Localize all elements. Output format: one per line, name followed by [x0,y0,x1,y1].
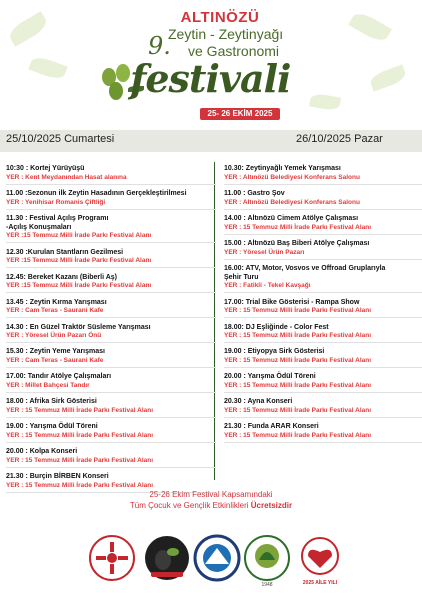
edition-number: 9. [148,32,171,60]
item-separator [6,442,216,443]
event-title: 10:30 : Kortej Yürüyüşü [6,165,85,172]
event-title: 15.30 : Zeytin Yeme Yarışması [6,348,105,356]
metropolitan-municipality-logo [193,534,241,582]
event-title: 11.00 :Sezonun ilk Zeytin Hasadının Gerçekleştirilmesi [6,189,187,197]
item-separator [224,209,422,210]
event-title: 12.30 :Kurulan Stantların Gezilmesi [6,248,124,256]
event-title: 18.00 : Afrika Sirk Gösterisi [6,398,97,406]
festival-word: festivali [130,56,291,101]
schedule-item [224,348,422,368]
item-separator [224,259,422,260]
event-title: 12.45: Bereket Kazanı (Biberli Aş) [6,273,118,281]
schedule-item [224,299,422,319]
event-place: YER : Cam Teras - Saurani Kafe [6,307,104,315]
note-line1: 25-26 Ekim Festival Kapsamındaki [149,490,273,499]
olive-brand-logo [143,534,191,582]
schedule-item [6,373,216,393]
schedule-item [6,423,216,443]
item-separator [6,209,216,210]
item-separator [6,184,216,185]
day1-heading: 25/10/2025 Cumartesi [6,133,115,145]
schedule-item [224,324,422,344]
schedule-item [224,265,422,293]
event-title: 13.45 : Zeytin Kırma Yarışması [6,298,107,306]
item-separator [6,367,216,368]
event-place: YER : Yenihisar Romanis Çiftliği [6,198,106,206]
logo-year: 1948 [261,582,273,588]
ministry-logo [88,534,136,582]
item-separator [224,317,422,318]
event-place: YER : Yöresel Ürün Pazarı Önü [6,332,102,340]
schedule-item [6,348,216,368]
event-place: YER : 15 Temmuz Milli İrade Parkı Festival Alanı [6,432,154,440]
title-line1: Zeytin - Zeytinyağı [168,26,284,42]
event-title: 20.00 : Kolpa Konseri [6,448,78,456]
schedule-item [224,165,422,185]
item-separator [224,392,422,393]
item-separator [224,234,422,235]
event-place: YER : Yöresel Ürün Pazarı [224,248,305,256]
event-title: 16.00: ATV, Motor, Vosvos ve Offroad Gruplarıyla Şehir Turu [224,264,386,281]
brand-title: ALTINÖZÜ [180,9,260,26]
event-place: YER : 15 Temmuz Milli İrade Parkı Festival Alanı [224,332,372,340]
event-title: 20.30 : Ayna Konseri [224,398,293,406]
family-year-caption: 2025 AİLE YILI [302,580,338,586]
schedule-item [6,215,216,243]
event-place: YER : Altınözü Belediyesi Konferans Salonu [224,198,360,206]
event-title: 17.00: Tandır Atölye Çalışmaları [6,373,112,381]
date-badge: 25- 26 EKİM 2025 [200,108,280,120]
event-place: YER :15 Temmuz Milli İrade Parkı Festival Alanı [6,257,152,265]
event-place: YER : Cam Teras - Saurani Kafe [6,357,104,365]
event-place: YER : 15 Temmuz Milli İrade Parkı Festival Alanı [6,407,154,415]
event-place: YER : Fatikli - Tekel Kavşağı [224,282,311,290]
item-separator [224,184,422,185]
item-separator [224,417,422,418]
event-place: YER : 15 Temmuz Milli İrade Parkı Festival Alanı [6,457,154,465]
event-title: 11.00 : Gastro Şov [224,189,285,197]
festival-header [0,0,422,128]
day2-schedule [224,165,422,448]
schedule-item [6,448,216,468]
title-line2: ve Gastronomi [188,43,280,59]
event-place: YER : 15 Temmuz Milli İrade Parkı Festival Alanı [224,432,372,440]
free-events-note [0,489,422,511]
schedule-item [6,274,216,294]
schedule-item [6,249,216,269]
event-place: YER : 15 Temmuz Milli İrade Parkı Festival Alanı [224,357,372,365]
item-separator [6,342,216,343]
day1-schedule [6,165,216,498]
schedule-item [224,190,422,210]
sponsor-logos [0,530,422,592]
event-title: 21.30 : Burçin BİRBEN Konseri [6,473,109,481]
item-separator [6,467,216,468]
event-place: YER : 15 Temmuz Milli İrade Parkı Festival Alanı [224,407,372,415]
event-place: YER :15 Temmuz Milli İrade Parkı Festival Alanı [6,232,152,240]
event-title: 17.00: Trial Bike Gösterisi - Rampa Show [224,298,360,306]
event-title: 11.30 : Festival Açılış Programı -Açılış Konuşmaları [6,214,109,231]
event-place: YER : Altınözü Belediyesi Konferans Salonu [224,173,360,181]
schedule-item [224,215,422,235]
event-title: 20.00 : Yarışma Ödül Töreni [224,373,316,381]
event-place: YER : 15 Temmuz Milli İrade Parkı Festival Alanı [224,223,372,231]
event-place: YER : 15 Temmuz Milli İrade Parkı Festival Alanı [224,382,372,390]
event-place: YER : 15 Temmuz Milli İrade Parkı Festival Alanı [6,482,154,489]
event-title: 10.30: Zeytinyağlı Yemek Yarışması [224,165,341,172]
event-place: YER :15 Temmuz Milli İrade Parkı Festival Alanı [6,282,152,290]
event-place: YER : Kent Meydanından Hasat alanına [6,173,127,181]
schedule-item [6,398,216,418]
event-title: 21.30 : Funda ARAR Konseri [224,423,319,431]
item-separator [224,342,422,343]
note-line2: Tüm Çocuk ve Gençlik Etkinlikleri Ücretsizdir [129,501,293,510]
item-separator [6,292,216,293]
item-separator [224,367,422,368]
event-title: 19.00 : Yarışma Ödül Töreni [6,423,98,431]
event-place: YER : 15 Temmuz Milli İrade Parkı Festival Alanı [224,307,372,315]
family-year-logo [296,534,344,582]
schedule-item [224,373,422,393]
item-separator [224,292,422,293]
schedule-item [224,398,422,418]
schedule-item [224,423,422,443]
event-title: 19.00 : Etiyopya Sirk Gösterisi [224,348,325,356]
item-separator [6,317,216,318]
schedule-item [224,240,422,260]
event-place: YER : Millet Bahçesi Tandır [6,382,90,390]
free-text: Ücretsizdir [250,501,293,510]
event-title: 14.00 : Altınözü Cimem Atölye Çalışması [224,214,359,222]
item-separator [6,417,216,418]
schedule-item [6,165,216,185]
event-title: 15.00 : Altınözü Baş Biberi Atölye Çalışması [224,239,370,247]
schedule-item [6,190,216,210]
item-separator [224,442,422,443]
altinozu-municipality-logo [243,534,291,582]
event-title: 18.00: DJ Eşliğinde - Color Fest [224,323,329,331]
schedule-item [6,324,216,344]
item-separator [6,392,216,393]
day2-heading: 26/10/2025 Pazar [296,133,383,145]
event-title: 14.30 : En Güzel Traktör Süsleme Yarışması [6,323,151,331]
item-separator [6,242,216,243]
schedule-item [6,299,216,319]
item-separator [6,267,216,268]
